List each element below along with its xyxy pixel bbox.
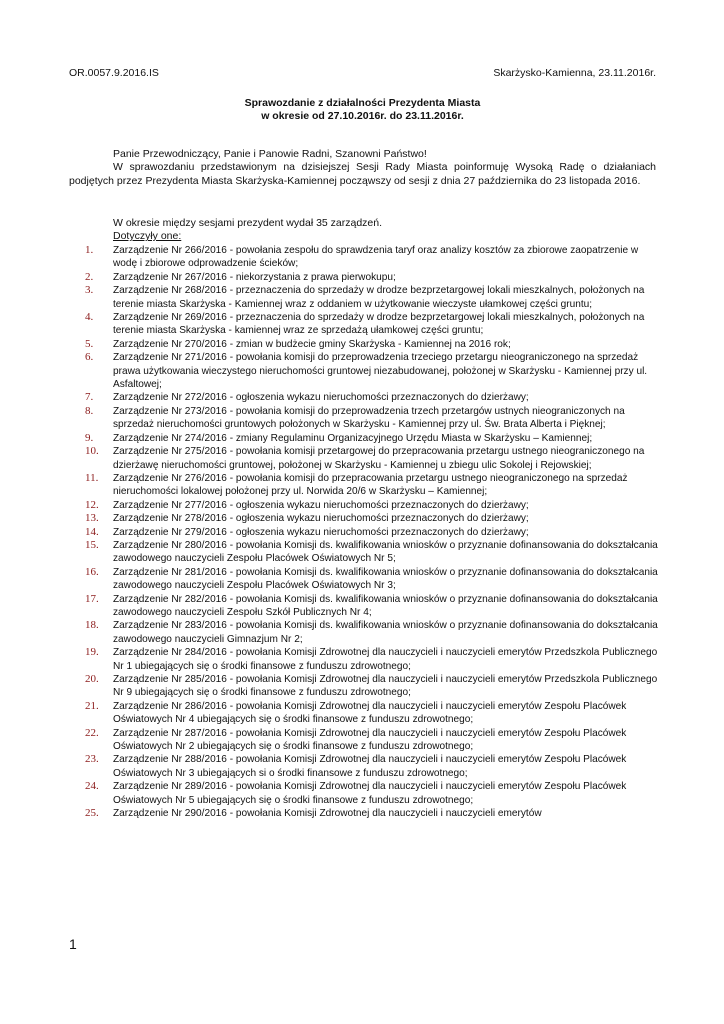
- item-text: Zarządzenie Nr 287/2016 - powołania Komisji Zdrowotnej dla nauczycieli i nauczycieli emerytów Zespołu Placówek Oświatowych Nr 2 ubiegających się o środki finansowe z funduszu zdrowotnego;: [113, 727, 627, 753]
- item-number: 5.: [85, 337, 94, 350]
- item-number: 2.: [85, 270, 94, 283]
- item-number: 13.: [85, 512, 99, 525]
- item-number: 17.: [85, 592, 99, 605]
- item-text: Zarządzenie Nr 272/2016 - ogłoszenia wykazu nieruchomości przeznaczonych do dzierżawy;: [113, 392, 529, 404]
- item-number: 9.: [85, 431, 94, 444]
- document-reference-number: OR.0057.9.2016.IS: [69, 67, 159, 79]
- list-item: [69, 284, 659, 311]
- list-item: [69, 673, 659, 700]
- item-text: Zarządzenie Nr 277/2016 - ogłoszenia wykazu nieruchomości przeznaczonych do dzierżawy;: [113, 499, 529, 511]
- list-item: [69, 271, 659, 284]
- list-item: [69, 391, 659, 404]
- intro-section: [69, 148, 656, 188]
- list-item: [69, 753, 659, 780]
- item-text: Zarządzenie Nr 278/2016 - ogłoszenia wykazu nieruchomości przeznaczonych do dzierżawy;: [113, 513, 529, 525]
- item-number: 8.: [85, 404, 94, 417]
- list-item: [69, 646, 659, 673]
- list-item: [69, 244, 659, 271]
- item-text: Zarządzenie Nr 281/2016 - powołania Komisji ds. kwalifikowania wniosków o przyznanie dofinansowania do dokształcania zawodowego nauczycieli Zespołu Placówek Oświatowych Nr 3;: [113, 566, 658, 592]
- item-number: 16.: [85, 565, 99, 578]
- item-text: Zarządzenie Nr 268/2016 - przeznaczenia do sprzedaży w drodze bezprzetargowej lokali mieszkalnych, położonych na terenie miasta Skarżyska - Kamiennej wraz z oddaniem w użytkowanie wieczyste ułamkowej części gruntu;: [113, 285, 645, 310]
- list-item: [69, 351, 659, 391]
- list-item: [69, 539, 659, 566]
- greeting: Panie Przewodniczący, Panie i Panowie Radni, Szanowni Państwo!: [113, 148, 427, 160]
- item-text: Zarządzenie Nr 282/2016 - powołania Komisji ds. kwalifikowania wniosków o przyznanie dofinansowania do dokształcania zawodowego nauczycieli Zespołu Szkół Publicznych Nr 4;: [113, 593, 658, 618]
- list-item: [69, 445, 659, 472]
- list-item: [69, 512, 659, 525]
- summary-section: [113, 217, 656, 244]
- intro-paragraph: W sprawozdaniu przedstawionym na dzisiejszej Sesji Rady Miasta poinformuję Wysoką Radę o działaniach podjętych przez Prezydenta Miasta Skarżyska-Kamiennej począwszy od sesji z dnia 27 października do 23 listopada 2016.: [69, 161, 656, 187]
- title-line-1: Sprawozdanie z działalności Prezydenta Miasta: [244, 97, 481, 109]
- item-number: 3.: [85, 284, 94, 297]
- item-text: Zarządzenie Nr 286/2016 - powołania Komisji Zdrowotnej dla nauczycieli i nauczycieli emerytów Zespołu Placówek Oświatowych Nr 4 ubiegających się o środki finansowe z funduszu zdrowotnego;: [113, 700, 627, 726]
- list-item: [69, 780, 659, 807]
- concerned-heading: Dotyczyły one:: [113, 230, 182, 243]
- item-text: Zarządzenie Nr 283/2016 - powołania Komisji ds. kwalifikowania wniosków o przyznanie dofinansowania do dokształcania zawodowego nauczycieli Gimnazjum Nr 2;: [113, 620, 658, 645]
- item-number: 12.: [85, 498, 99, 511]
- list-item: [69, 619, 659, 646]
- item-text: Zarządzenie Nr 266/2016 - powołania zespołu do sprawdzenia taryf oraz analizy kosztów za zbiorowe zaopatrzenie w wodę i zbiorowe odprowadzenie ścieków;: [113, 245, 639, 270]
- list-item: [69, 472, 659, 499]
- item-number: 18.: [85, 619, 99, 632]
- list-item: [69, 593, 659, 620]
- item-text: Zarządzenie Nr 289/2016 - powołania Komisji Zdrowotnej dla nauczycieli i nauczycieli emerytów Zespołu Placówek Oświatowych Nr 5 ubiegających się o środki finansowe z funduszu zdrowotnego;: [113, 781, 627, 806]
- item-number: 23.: [85, 753, 99, 766]
- list-item: [69, 338, 659, 351]
- item-number: 14.: [85, 525, 99, 538]
- item-text: Zarządzenie Nr 267/2016 - niekorzystania z prawa pierwokupu;: [113, 271, 396, 283]
- item-text: Zarządzenie Nr 284/2016 - powołania Komisji Zdrowotnej dla nauczycieli i nauczycieli emerytów Przedszkola Publicznego Nr 1 ubiegających się o środki finansowe z funduszu zdrowotnego;: [113, 647, 658, 672]
- item-number: 7.: [85, 391, 94, 404]
- item-number: 6.: [85, 351, 94, 364]
- list-item: [69, 700, 659, 727]
- document-title: [69, 97, 656, 123]
- item-number: 10.: [85, 445, 99, 458]
- item-number: 22.: [85, 726, 99, 739]
- list-item: [69, 807, 659, 820]
- item-text: Zarządzenie Nr 285/2016 - powołania Komisji Zdrowotnej dla nauczycieli i nauczycieli emerytów Przedszkola Publicznego Nr 9 ubiegających się o środki finansowe z funduszu zdrowotnego;: [113, 674, 658, 699]
- place-and-date: Skarżysko-Kamienna, 23.11.2016r.: [493, 67, 656, 79]
- list-item: [69, 526, 659, 539]
- item-text: Zarządzenie Nr 279/2016 - ogłoszenia wykazu nieruchomości przeznaczonych do dzierżawy;: [113, 526, 529, 538]
- item-number: 24.: [85, 780, 99, 793]
- item-number: 19.: [85, 646, 99, 659]
- list-item: [69, 405, 659, 432]
- ordinances-list: [69, 244, 659, 820]
- item-number: 4.: [85, 311, 94, 324]
- item-text: Zarządzenie Nr 275/2016 - powołania komisji przetargowej do przepracowania przetargu ustnego nieograniczonego na dzierżawę nieruchomości gruntowej, położonej w Skarżysku - Kamiennej u zbiegu ulic Sokolej i Rejowskiej;: [113, 446, 645, 471]
- item-number: 25.: [85, 807, 99, 820]
- item-text: Zarządzenie Nr 269/2016 - przeznaczenia do sprzedaży w drodze bezprzetargowej lokali mieszkalnych, położonych na terenie miasta Skarżyska - kamiennej wraz ze sprzedażą ułamkowej części gruntu;: [113, 312, 645, 337]
- item-text: Zarządzenie Nr 288/2016 - powołania Komisji Zdrowotnej dla nauczycieli i nauczycieli emerytów Zespołu Placówek Oświatowych Nr 3 ubiegających si o środki finansowe z funduszu zdrowotnego;: [113, 754, 627, 779]
- item-number: 1.: [85, 244, 94, 256]
- list-item: [69, 566, 659, 593]
- item-text: Zarządzenie Nr 276/2016 - powołania komisji do przepracowania przetargu ustnego nieograniczonego na sprzedaż nieruchomości lokalowej położonej przy ul. Norwida 20/6 w Skarżysku – Kamiennej;: [113, 472, 628, 498]
- item-text: Zarządzenie Nr 290/2016 - powołania Komisji Zdrowotnej dla nauczycieli i nauczycieli emerytów: [113, 808, 542, 820]
- list-item: [69, 499, 659, 512]
- item-number: 11.: [85, 471, 99, 484]
- title-line-2: w okresie od 27.10.2016r. do 23.11.2016r.: [261, 110, 464, 122]
- item-number: 21.: [85, 699, 99, 712]
- summary-line: W okresie między sesjami prezydent wydał 35 zarządzeń.: [113, 217, 383, 229]
- page-number: 1: [69, 936, 77, 952]
- item-number: 15.: [85, 538, 99, 551]
- list-item: [69, 432, 659, 445]
- list-item: [69, 727, 659, 754]
- item-text: Zarządzenie Nr 271/2016 - powołania komisji do przeprowadzenia trzeciego przetargu nieograniczonego na sprzedaż prawa użytkowania wieczystego nieruchomości gruntowej niezabudowanej, położonej w Skarżysku - Kamiennej przy ul. Asfaltowej;: [113, 352, 648, 391]
- item-number: 20.: [85, 673, 99, 685]
- list-item: [69, 311, 659, 338]
- item-text: Zarządzenie Nr 270/2016 - zmian w budżecie gminy Skarżyska - Kamiennej na 2016 rok;: [113, 338, 511, 350]
- item-text: Zarządzenie Nr 274/2016 - zmiany Regulaminu Organizacyjnego Urzędu Miasta w Skarżysku – Kamiennej;: [113, 432, 593, 444]
- item-text: Zarządzenie Nr 273/2016 - powołania komisji do przeprowadzenia trzech przetargów ustnych nieograniczonych na sprzedaż nieruchomości gruntowych położonych w Skarżysku - Kamiennej przy ul. Św. Brata Alberta i Pięknej;: [113, 405, 625, 431]
- document-header: [69, 67, 656, 83]
- item-text: Zarządzenie Nr 280/2016 - powołania Komisji ds. kwalifikowania wniosków o przyznanie dofinansowania do dokształcania zawodowego nauczycieli Zespołu Placówek Oświatowych Nr 5;: [113, 539, 658, 565]
